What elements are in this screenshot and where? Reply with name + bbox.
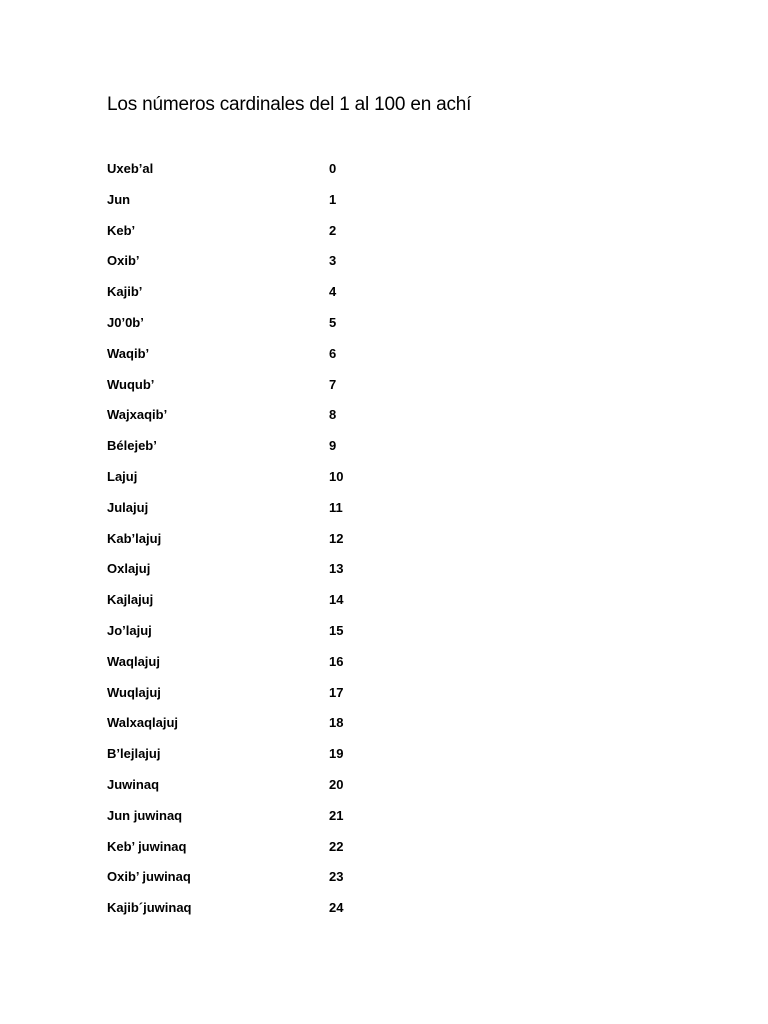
page-title: Los números cardinales del 1 al 100 en achí: [107, 94, 472, 115]
list-item: [107, 435, 507, 466]
numeral-value: 21: [329, 807, 344, 823]
numeral-word: Jun: [107, 191, 131, 207]
numeral-word: Waqlajuj: [107, 653, 160, 669]
numeral-value: 19: [329, 746, 344, 762]
list-item: [107, 712, 507, 743]
numeral-word: Jo’lajuj: [107, 622, 152, 638]
numeral-word: J0’0b’: [107, 314, 144, 330]
list-item: [107, 558, 507, 589]
numeral-word: Kajlajuj: [107, 592, 154, 608]
list-item: [107, 682, 507, 713]
numeral-word: Keb’: [107, 222, 136, 238]
numeral-value: 13: [329, 561, 344, 577]
numeral-word: Jun juwinaq: [107, 807, 183, 823]
numeral-value: 12: [329, 530, 344, 546]
numeral-word: Wajxaqib’: [107, 407, 168, 423]
numeral-word: Waqib’: [107, 345, 150, 361]
list-item: [107, 250, 507, 281]
numeral-word: Oxib’: [107, 253, 140, 269]
numeral-value: 11: [329, 499, 343, 515]
list-item: [107, 189, 507, 220]
list-item: [107, 805, 507, 836]
list-item: [107, 897, 507, 928]
list-item: [107, 589, 507, 620]
numeral-value: 23: [329, 869, 344, 885]
numeral-value: 1: [329, 191, 337, 207]
numeral-word: Wuqub’: [107, 376, 155, 392]
numeral-value: 14: [329, 592, 344, 608]
numeral-value: 10: [329, 468, 344, 484]
list-item: [107, 651, 507, 682]
numeral-word: Kajib’: [107, 284, 143, 300]
list-item: [107, 466, 507, 497]
numeral-value: 9: [329, 438, 337, 454]
numeral-word: Keb’ juwinaq: [107, 838, 187, 854]
list-item: [107, 497, 507, 528]
numeral-word: Kab’lajuj: [107, 530, 162, 546]
numeral-value: 2: [329, 222, 337, 238]
numeral-value: 20: [329, 776, 344, 792]
numeral-word: Kajib´juwinaq: [107, 900, 192, 916]
numeral-value: 0: [329, 161, 337, 176]
numeral-value: 5: [329, 314, 337, 330]
numeral-value: 7: [329, 376, 337, 392]
numeral-value: 18: [329, 715, 344, 731]
numeral-word: Juwinaq: [107, 776, 160, 792]
numeral-value: 22: [329, 838, 344, 854]
list-item: [107, 620, 507, 651]
numeral-value: 15: [329, 622, 344, 638]
list-item: [107, 343, 507, 374]
numeral-word: Lajuj: [107, 468, 138, 484]
numeral-value: 4: [329, 284, 337, 300]
numeral-word: Walxaqlajuj: [107, 715, 179, 731]
numeral-word: Wuqlajuj: [107, 684, 161, 700]
numeral-value: 8: [329, 407, 337, 423]
numeral-value: 16: [329, 653, 344, 669]
list-item: [107, 312, 507, 343]
number-list: [107, 158, 507, 928]
numeral-value: 6: [329, 345, 337, 361]
numeral-value: 3: [329, 253, 337, 269]
list-item: [107, 528, 507, 559]
numeral-word: Oxlajuj: [107, 561, 151, 577]
numeral-word: Uxeb’al: [107, 161, 154, 176]
numeral-word: Julajuj: [107, 499, 149, 515]
numeral-word: Oxib’ juwinaq: [107, 869, 191, 885]
list-item: [107, 220, 507, 251]
list-item: [107, 866, 507, 897]
list-item: [107, 836, 507, 867]
list-item: [107, 374, 507, 405]
numeral-value: 24: [329, 900, 344, 916]
numeral-word: B’lejlajuj: [107, 746, 161, 762]
numeral-value: 17: [329, 684, 344, 700]
list-item: [107, 774, 507, 805]
list-item: [107, 158, 507, 189]
list-item: [107, 404, 507, 435]
list-item: [107, 743, 507, 774]
list-item: [107, 281, 507, 312]
numeral-word: Bélejeb’: [107, 438, 157, 454]
